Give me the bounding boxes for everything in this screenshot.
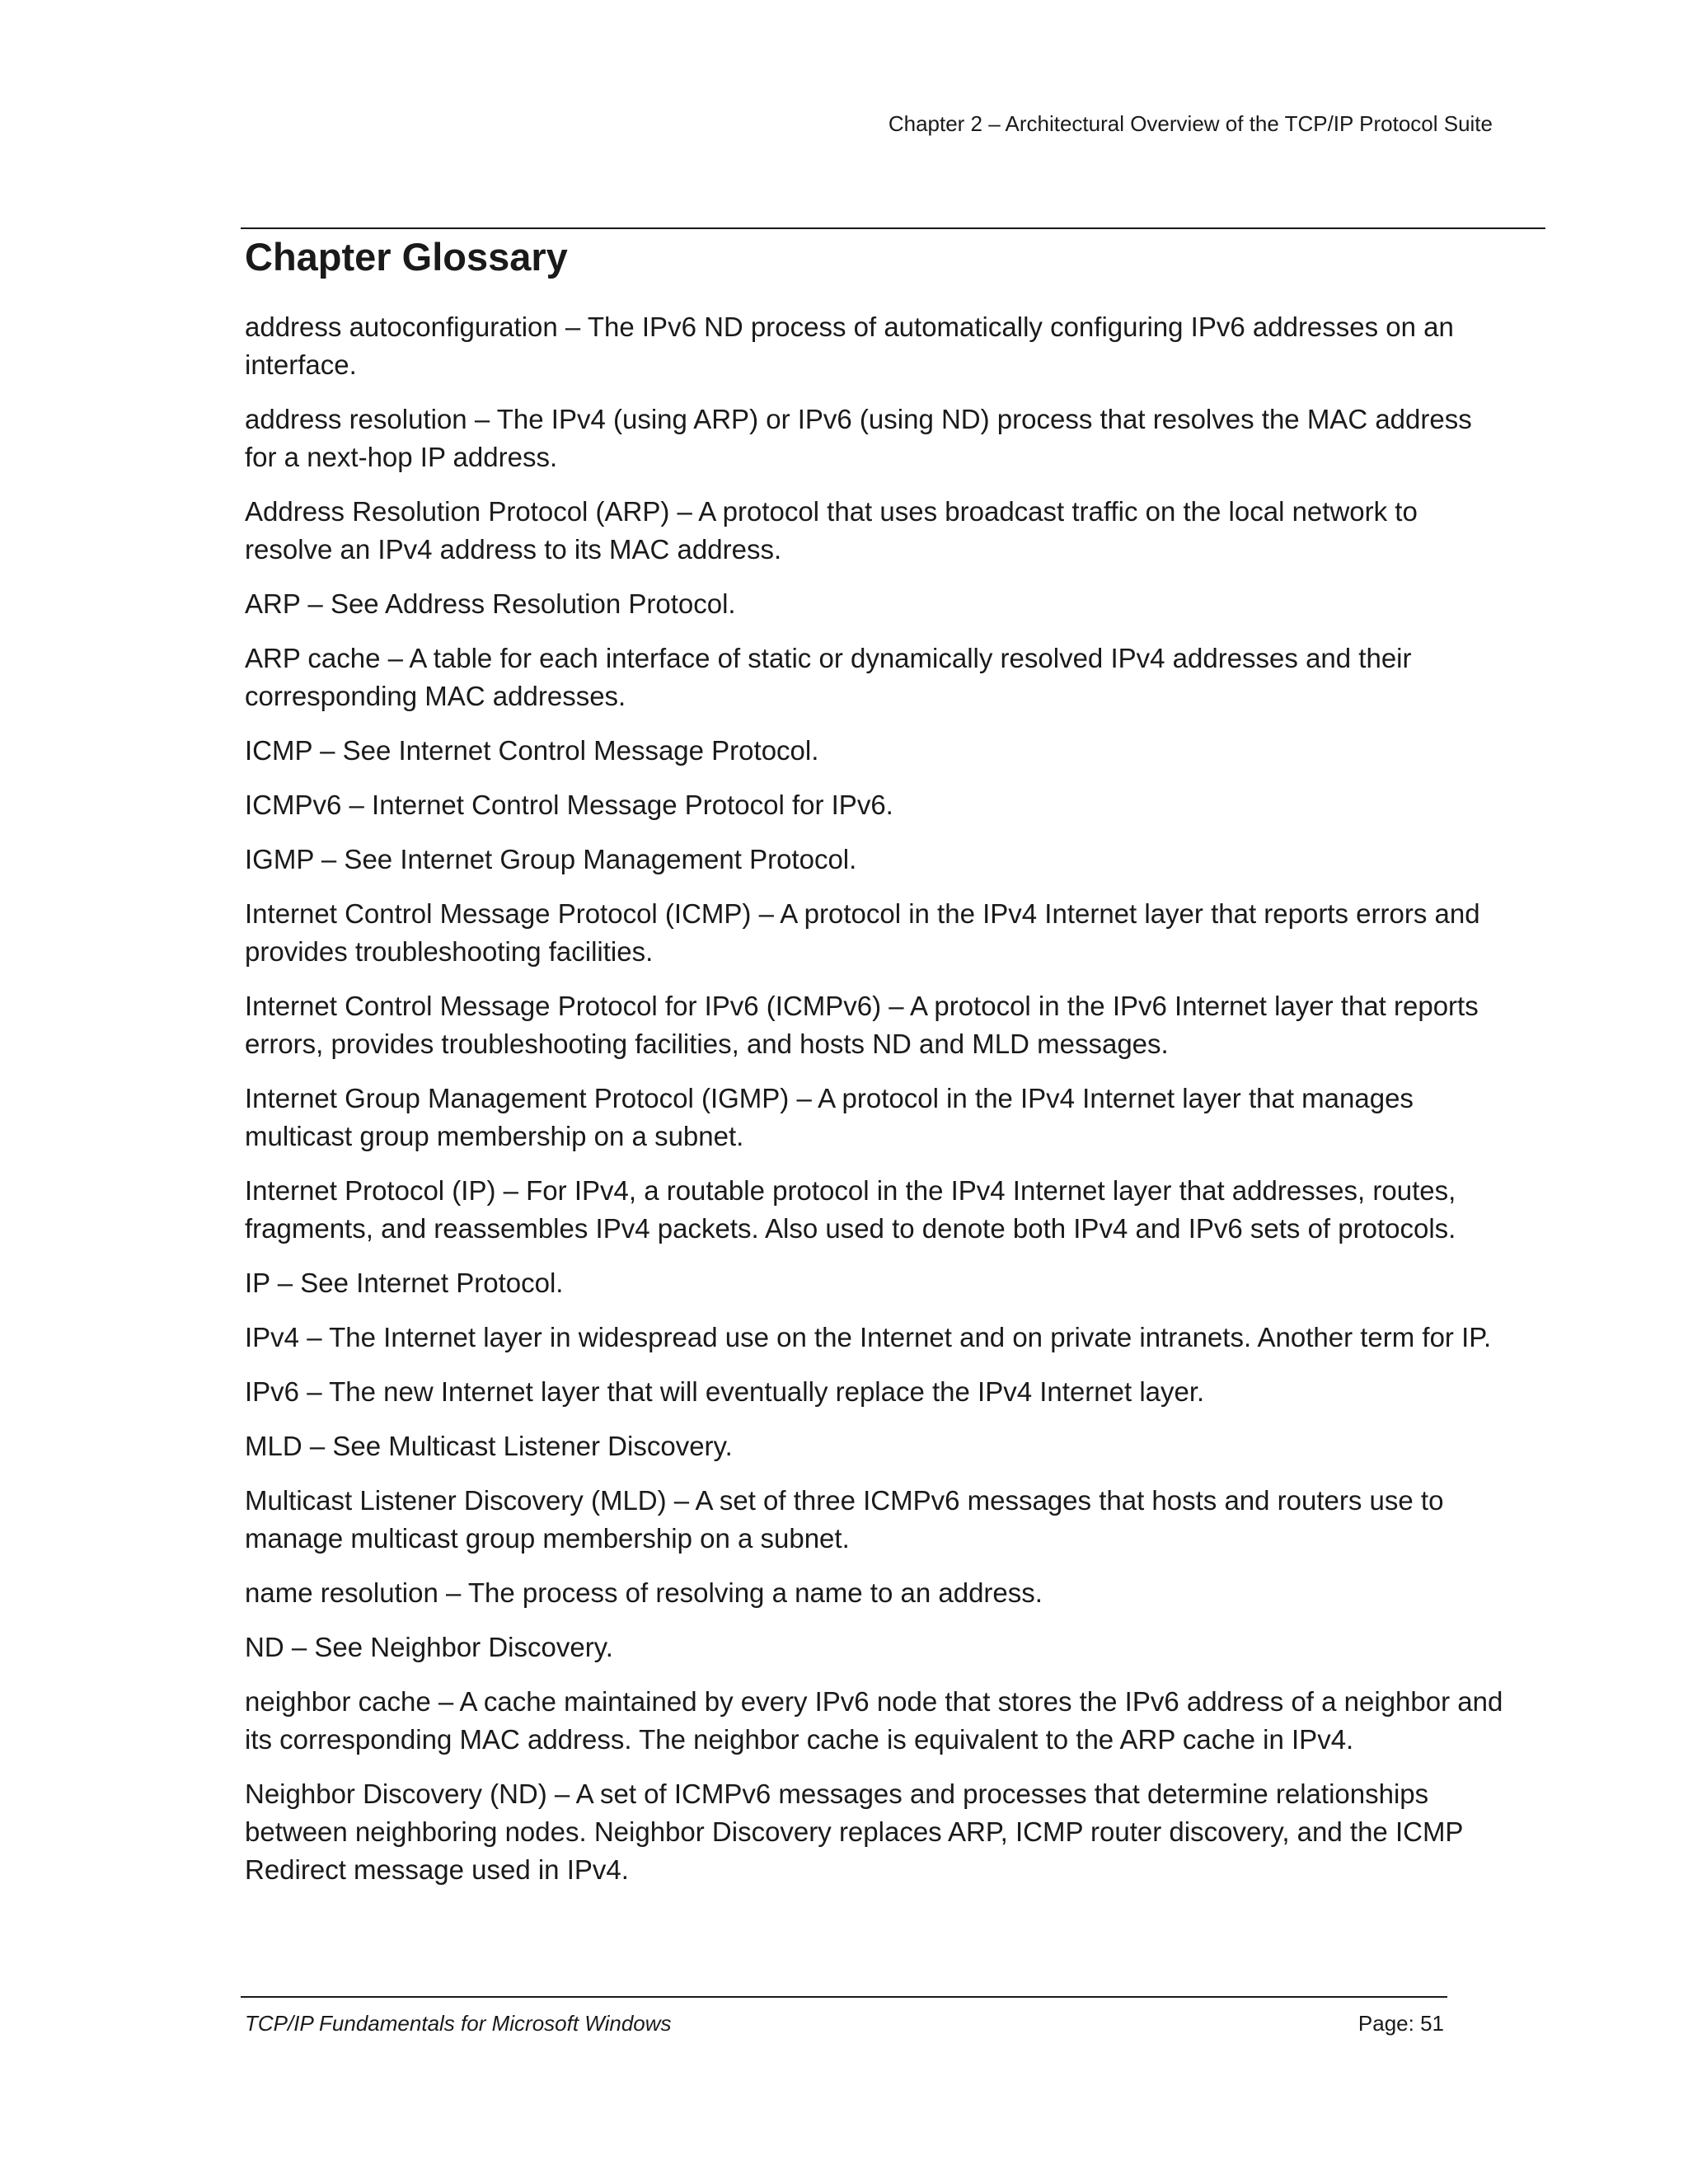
glossary-entry-neighbor-cache: neighbor cache – A cache maintained by every IPv6 node that stores the IPv6 address of a neighbor and its corresponding MAC address. The neighbor cache is equivalent to the ARP cache in IPv4.: [245, 1686, 1503, 1755]
glossary-entry-igmp: IGMP – See Internet Group Management Protocol.: [245, 844, 857, 874]
glossary-entry-igmp-protocol: Internet Group Management Protocol (IGMP) – A protocol in the IPv4 Internet layer that manages multicast group membership on a subnet.: [245, 1083, 1414, 1151]
glossary-entry-arp-cache: ARP cache – A table for each interface of static or dynamically resolved IPv4 addresses and their corresponding MAC addresses.: [245, 643, 1412, 711]
glossary-entry-mld-protocol: Multicast Listener Discovery (MLD) – A set of three ICMPv6 messages that hosts and routers use to manage multicast group membership on a subnet.: [245, 1485, 1444, 1554]
glossary-entry-name-resolution: name resolution – The process of resolving a name to an address.: [245, 1577, 1043, 1608]
glossary-entry-icmpv6-protocol: Internet Control Message Protocol for IPv6 (ICMPv6) – A protocol in the IPv6 Internet layer that reports errors, provides troubleshooting facilities, and hosts ND and MLD messages.: [245, 991, 1479, 1059]
page-title: Chapter Glossary: [245, 235, 568, 279]
page-number: Page: 51: [1357, 2011, 1444, 2036]
glossary-entry-arp: ARP – See Address Resolution Protocol.: [245, 588, 736, 619]
glossary-entry-mld: MLD – See Multicast Listener Discovery.: [245, 1431, 733, 1461]
glossary-entry-icmp-protocol: Internet Control Message Protocol (ICMP) – A protocol in the IPv4 Internet layer that reports errors and provides troubleshooting facilities.: [245, 898, 1480, 967]
glossary-entry-ipv4: IPv4 – The Internet layer in widespread use on the Internet and on private intranets. Another term for IP.: [245, 1322, 1492, 1352]
glossary-entry-ipv6: IPv6 – The new Internet layer that will eventually replace the IPv4 Internet layer.: [245, 1376, 1205, 1407]
glossary-entry-neighbor-discovery: Neighbor Discovery (ND) – A set of ICMPv6 messages and processes that determine relationships between neighboring nodes. Neighbor Discovery replaces ARP, ICMP router discovery, and the ICMP Redirect message used in IPv4.: [245, 1779, 1463, 1885]
footer-book-title: TCP/IP Fundamentals for Microsoft Windows: [245, 2011, 672, 2036]
glossary-entry-arp-protocol: Address Resolution Protocol (ARP) – A protocol that uses broadcast traffic on the local network to resolve an IPv4 address to its MAC address.: [245, 496, 1418, 565]
glossary-entry-ip: IP – See Internet Protocol.: [245, 1268, 564, 1298]
footer-rule: [241, 1996, 1447, 1998]
glossary-entry-icmp: ICMP – See Internet Control Message Protocol.: [245, 735, 819, 766]
glossary-entry-address-resolution: address resolution – The IPv4 (using ARP) or IPv6 (using ND) process that resolves the MAC address for a next-hop IP address.: [245, 404, 1472, 472]
running-header: Chapter 2 – Architectural Overview of the TCP/IP Protocol Suite: [888, 111, 1493, 136]
glossary-entry-address-autoconfiguration: address autoconfiguration – The IPv6 ND process of automatically configuring IPv6 addresses on an interface.: [245, 312, 1454, 380]
glossary-entry-icmpv6: ICMPv6 – Internet Control Message Protocol for IPv6.: [245, 790, 893, 820]
glossary-entry-internet-protocol: Internet Protocol (IP) – For IPv4, a routable protocol in the IPv4 Internet layer that addresses, routes, fragments, and reassembles IPv4 packets. Also used to denote both IPv4 and IPv6 sets of protocols.: [245, 1175, 1456, 1244]
glossary-list: [245, 308, 1506, 1905]
title-rule: [241, 227, 1545, 229]
glossary-entry-nd: ND – See Neighbor Discovery.: [245, 1632, 613, 1662]
